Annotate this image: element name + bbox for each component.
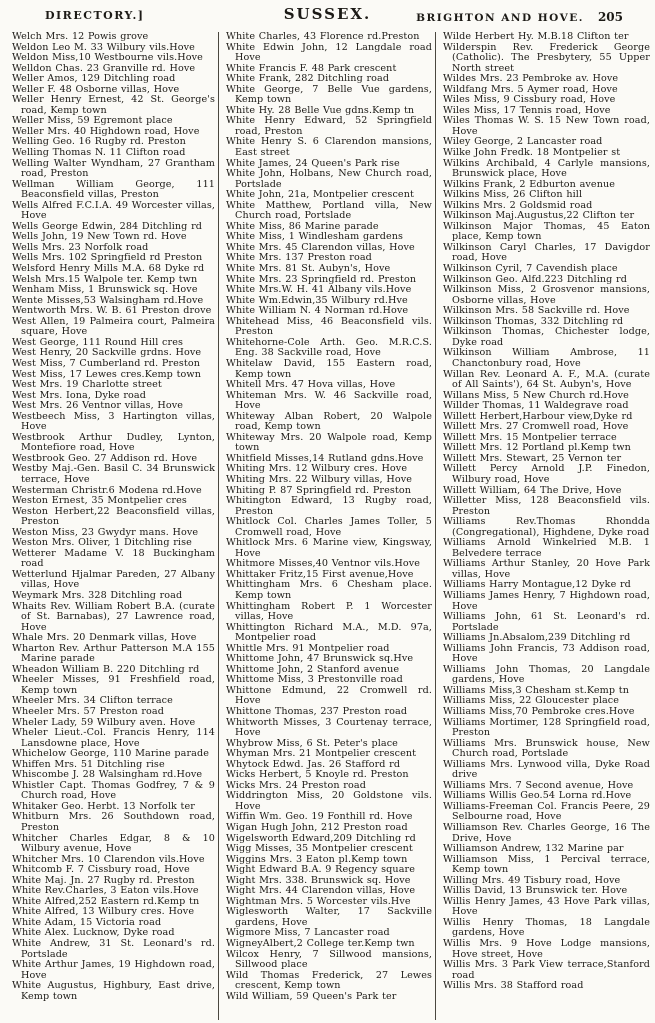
directory-entry: Whiffen Mrs. 51 Ditchling rise (12, 758, 165, 770)
directory-columns (0, 30, 655, 1020)
directory-entry: Westby Maj.-Gen. Basil C. 34 Brunswick terrace, Hove (12, 463, 215, 485)
directory-entry: White Mrs. 23 Springfield rd. Preston (226, 273, 417, 285)
directory-entry: Welling Thomas N. 11 Clifton road (12, 147, 186, 159)
directory-entry: Whitfield Misses,14 Rutland gdns.Hove (226, 452, 424, 464)
directory-entry: White Alfred,252 Eastern rd.Kemp tn (12, 895, 200, 907)
directory-entry: Wenham Miss, 1 Brunswick sq. Hove (12, 284, 198, 296)
directory-entry: Willetter Miss, 128 Beaconsfield vils. Preston (443, 495, 650, 517)
directory-entry: Weller Mrs. 40 Highdown road, Hove (12, 125, 200, 137)
directory-entry: Whitburn Mrs. 26 Southdown road, Preston (12, 811, 215, 834)
directory-entry: Wilkins Mrs. 2 Goldsmid road (443, 199, 593, 211)
directory-entry: Williams Arnold Winkelried M.B. 1 Belvedere terrace (443, 537, 650, 559)
directory-entry: White Henry S. 6 Clarendon mansions, East street (226, 136, 432, 159)
directory-entry: Willis Henry James, 43 Hove Park villas, Hove (443, 895, 650, 918)
directory-entry: Willder Thomas, 11 Waldegrave road (443, 400, 629, 412)
directory-entry: Wilkinson Maj.Augustus,22 Clifton ter (443, 210, 635, 222)
directory-entry: Welling Walter Wyndham, 27 Grantham road, Preston (12, 157, 215, 180)
directory-entry: Wilkinson Miss, 2 Grosvenor mansions, Osborne villas, Hove (443, 284, 650, 306)
directory-entry: Welldon Chas. 23 Granville rd. Hove (12, 62, 196, 74)
directory-entry: Whale Mrs. 20 Denmark villas, Hove (12, 632, 197, 644)
directory-entry: Whiteman Mrs. W. 46 Sackville road, Hove (226, 389, 432, 412)
directory-entry: Whittome John, 2 Stanford avenue (226, 663, 400, 675)
directory-column-1 (2, 32, 219, 1020)
directory-entry: Wight Mrs. 44 Clarendon villas, Hove (226, 885, 416, 897)
directory-entry: White Henry Edward, 52 Springfield road, Preston (226, 115, 432, 137)
directory-entry: Whittaker Fritz,15 First avenue,Hove (226, 568, 414, 580)
directory-entry: Whytock Edwd. Jas. 26 Stafford rd (226, 758, 401, 770)
directory-entry: Whitehorne-Cole Arth. Geo. M.R.C.S. Eng. 38 Sackville road, Hove (226, 336, 432, 359)
directory-entry: West Mrs. 26 Ventnor villas, Hove (12, 400, 184, 412)
directory-entry: Whiteway Mrs. 20 Walpole road, Kemp town (226, 431, 432, 454)
directory-entry: Williams James Henry, 7 Highdown road, Hove (443, 589, 650, 612)
directory-entry: Wiggins Mrs. 3 Eaton pl.Kemp town (226, 853, 408, 865)
directory-entry: White Rev.Charles, 3 Eaton vils.Hove (12, 885, 199, 897)
directory-entry: Wiffin Wm. Geo. 19 Fonthill rd. Hove (226, 811, 413, 823)
directory-entry: Welling Geo. 16 Rugby rd. Preston (12, 136, 186, 148)
directory-entry: Williams Arthur Stanley, 20 Hove Park villas, Hove (443, 558, 650, 580)
directory-entry: Willett Mrs. 12 Portland pl.Kemp twn (443, 442, 631, 454)
directory-entry: Wiles Miss, 9 Cissbury road, Hove (443, 94, 616, 106)
directory-entry: White Matthew, Portland villa, New Church road, Portslade (226, 199, 432, 222)
directory-entry: Wilderspin Rev. Frederick George (Catholic). The Presbytery, 55 Upper North street (443, 41, 650, 74)
directory-entry: White Mrs. 81 St. Aubyn's, Hove (226, 263, 391, 275)
directory-entry: White William N. 4 Norman rd.Hove (226, 305, 409, 317)
directory-entry: Wetterer Madame V. 18 Buckingham road (12, 547, 215, 570)
directory-entry: Wight Mrs. 338. Brunswick sq. Hove (226, 874, 411, 886)
directory-entry: White Mrs. 45 Clarendon villas, Hove (226, 241, 415, 253)
directory-entry: Weldon Miss,10 Westbourne vils.Hove (12, 52, 203, 64)
page-header (0, 0, 655, 30)
directory-entry: Wente Misses,53 Walsingham rd.Hove (12, 294, 204, 306)
directory-entry: Wheler Lady, 59 Wilbury aven. Hove (12, 716, 196, 728)
directory-entry: Williams Rev.Thomas Rhondda (Congregational), Highdene, Dyke road (443, 516, 650, 538)
directory-entry: White Edwin John, 12 Langdale road Hove (226, 41, 432, 64)
directory-entry: Wiles Miss, 17 Tennis road, Hove (443, 104, 611, 116)
directory-entry: Wheeler Mrs. 34 Clifton terrace (12, 695, 173, 707)
directory-entry: Willett Mrs. Stewart, 25 Vernon ter (443, 452, 622, 464)
directory-entry: West Miss, 17 Lewes cres.Kemp town (12, 368, 201, 380)
directory-entry: Willett Mrs. 27 Cromwell road, Hove (443, 421, 629, 433)
directory-entry: Willis Mrs. 9 Hove Lodge mansions, Hove street, Hove (443, 938, 650, 960)
directory-entry: Whistler Capt. Thomas Godfrey, 7 & 9 Church road, Hove (12, 779, 215, 802)
directory-entry: Whaits Rev. William Robert B.A. (curate of St. Barnabas), 27 Lawrence road, Hove (12, 600, 215, 633)
directory-entry: Wigan Hugh John, 212 Preston road (226, 822, 408, 834)
directory-entry: Whyman Mrs. 21 Montpelier crescent (226, 748, 417, 760)
directory-entry: Weston Ernest, 35 Montpelier cres (12, 495, 187, 507)
directory-entry: West Henry, 20 Sackville grdns. Hove (12, 347, 202, 359)
directory-entry: Willett Mrs. 15 Montpelier terrace (443, 431, 617, 443)
directory-entry: White Hy. 28 Belle Vue gdns.Kemp tn (226, 104, 415, 116)
directory-entry: Wightman Mrs. 5 Worcester vils.Hve (226, 895, 411, 907)
directory-entry: Wells John, 19 New Town rd. Hove (12, 231, 187, 243)
directory-entry: Wheadon William B. 220 Ditchling rd (12, 663, 200, 675)
directory-entry: Williams Miss,3 Chesham st.Kemp tn (443, 684, 629, 696)
directory-entry: Wentworth Mrs. W. B. 61 Preston drove (12, 305, 212, 317)
directory-entry: Willing Mrs. 49 Tisbury road, Hove (443, 874, 621, 886)
directory-entry: Williamson Rev. Charles George, 16 The Drive, Hove (443, 822, 650, 844)
directory-entry: Williams Jn.Absalom,239 Ditchling rd (443, 632, 631, 644)
directory-entry: West Mrs. 19 Charlotte street (12, 379, 162, 391)
directory-entry: Wildes Mrs. 23 Pembroke av. Hove (443, 73, 619, 85)
header-directory-label: DIRECTORY.] (45, 9, 145, 22)
directory-entry: Whitlock Col. Charles James Toller, 5 Cromwell road, Hove (226, 516, 432, 538)
directory-entry: White Alfred, 13 Wilbury cres. Hove (12, 906, 195, 918)
directory-entry: Willan Rev. Leonard A. F., M.A. (curate of All Saints'), 64 St. Aubyn's, Hove (443, 368, 650, 391)
directory-entry: West George, 111 Round Hill cres (12, 336, 183, 348)
directory-entry: Wight Edward B.A. 9 Regency square (226, 864, 415, 876)
directory-entry: Whittingham Mrs. 6 Chesham place. Kemp town (226, 579, 432, 601)
directory-entry: Willett Herbert,Harbour view,Dyke rd (443, 410, 633, 422)
directory-entry: White Wm.Edwin,35 Wilbury rd.Hve (226, 294, 408, 306)
directory-entry: Wellman William George, 111 Beaconsfield villas, Preston (12, 178, 215, 201)
directory-entry: Wilkinson Geo. Alfd.223 Ditchling rd (443, 273, 627, 285)
directory-entry: Whichelow George, 110 Marine parade (12, 748, 210, 760)
directory-entry: Wilde Herbert Hy. M.B.18 Clifton ter (443, 32, 629, 42)
directory-entry: Westbrook Arthur Dudley, Lynton, Montefiore road, Hove (12, 431, 215, 454)
directory-entry: Williams Mrs. Brunswick house, New Church road, Portslade (443, 737, 650, 760)
header-section-text: BRIGHTON AND HOVE. (416, 12, 584, 24)
directory-entry: Williams-Freeman Col. Francis Peere, 29 Selbourne road, Hove (443, 800, 650, 823)
directory-entry: Weller Amos, 129 Ditchling road (12, 73, 176, 85)
directory-entry: Whiscombe J. 28 Walsingham rd.Hove (12, 769, 203, 781)
directory-entry: Whittington Richard M.A., M.D. 97a, Montpelier road (226, 621, 432, 644)
directory-entry: Whittone Thomas, 237 Preston road (226, 706, 408, 717)
directory-entry: Wheeler Mrs. 57 Preston road (12, 706, 164, 717)
directory-entry: Williams John, 61 St. Leonard's rd. Portslade (443, 611, 650, 633)
directory-entry: Wilkinson William Ambrose, 11 Chanctonbury road, Hove (443, 347, 650, 369)
directory-entry: Whiteway Alban Robert, 20 Walpole road, Kemp town (226, 410, 432, 433)
directory-entry: Whitcher Mrs. 10 Clarendon vils.Hove (12, 853, 205, 865)
directory-entry: Whitaker Geo. Herbt. 13 Norfolk ter (12, 800, 195, 812)
directory-entry: Weldon Leo M. 33 Wilbury vils.Hove (12, 41, 195, 53)
directory-entry: Whitehead Miss, 46 Beaconsfield vils. Preston (226, 315, 432, 338)
directory-entry: Wilkinson Caryl Charles, 17 Davigdor road, Hove (443, 241, 650, 264)
directory-entry: White Andrew, 31 St. Leonard's rd. Portslade (12, 938, 215, 960)
directory-entry: Williamson Andrew, 132 Marine par (443, 843, 624, 855)
directory-entry: Williams Harry Montague,12 Dyke rd (443, 579, 631, 591)
directory-entry: Wheler Lieut.-Col. Francis Henry, 114 Lansdowne place, Hove (12, 727, 215, 749)
directory-entry: White James, 24 Queen's Park rise (226, 157, 400, 169)
directory-entry: Westerman Christr.6 Modena rd.Hove (12, 484, 202, 496)
directory-entry: Weston Herbert,22 Beaconsfield villas, Preston (12, 505, 215, 528)
directory-entry: Williams Mrs. Lynwood villa, Dyke Road drive (443, 758, 650, 781)
directory-entry: Whitlock Mrs. 6 Marine view, Kingsway, Hove (226, 537, 432, 559)
directory-entry: Wilcox Henry, 7 Sillwood mansions, Sillwood place (226, 948, 432, 971)
directory-entry: White Mrs. 137 Preston road (226, 252, 372, 264)
directory-entry: Wigelsworth Edward,209 Ditchling rd (226, 832, 416, 844)
directory-entry: Williams Mortimer, 128 Springfield road, Preston (443, 716, 650, 739)
directory-entry: Willis Mrs. 3 Park View terrace,Stanford road (443, 959, 650, 981)
directory-entry: Wilkinson Mrs. 58 Sackville rd. Hove (443, 305, 630, 317)
directory-entry: Whittome John, 47 Brunswick sq.Hve (226, 653, 414, 665)
directory-entry: Weston Mrs. Oliver, 1 Ditchling rise (12, 537, 192, 549)
directory-entry: Wilkins Miss, 26 Clifton hill (443, 189, 583, 201)
directory-entry: Wilkinson Major Thomas, 45 Eaton place, Kemp town (443, 220, 650, 243)
directory-entry: Whiting Mrs. 12 Wilbury cres. Hove (226, 463, 408, 475)
directory-entry: West Allen, 19 Palmeira court, Palmeira square, Hove (12, 315, 215, 338)
directory-entry: Weston Miss, 23 Gwydyr mans. Hove (12, 526, 199, 538)
directory-entry: Whitmore Misses,40 Ventnor vils.Hove (226, 558, 421, 570)
directory-entry: Whittone Edmund, 22 Cromwell rd. Hove (226, 684, 432, 707)
directory-entry: White Miss, 86 Marine parade (226, 220, 379, 232)
directory-entry: White John, Holbans, New Church road, Portslade (226, 168, 432, 190)
directory-entry: White Miss, 1 Windlesham gardens (226, 231, 404, 243)
directory-entry: Wells Mrs. 102 Springfield rd Preston (12, 252, 203, 264)
directory-entry: Whitell Mrs. 47 Hova villas, Hove (226, 379, 396, 391)
directory-entry: Whitworth Misses, 3 Courtenay terrace, Hove (226, 716, 432, 739)
directory-entry: Welsford Henry Mills M.A. 68 Dyke rd (12, 263, 205, 275)
directory-entry: Wharton Rev. Arthur Patterson M.A 155 Marine parade (12, 642, 215, 665)
directory-entry: White John, 21a, Montpelier crescent (226, 189, 414, 201)
directory-entry: Whiting Mrs. 22 Wilbury villas, Hove (226, 473, 413, 485)
directory-entry: Whittingham Robert P. 1 Worcester villas, Hove (226, 600, 432, 623)
directory-entry: Weller F. 48 Osborne villas, Hove (12, 83, 180, 95)
directory-entry: White George, 7 Belle Vue gardens, Kemp town (226, 83, 432, 106)
directory-entry: Williams John Thomas, 20 Langdale gardens, Hove (443, 663, 650, 686)
directory-entry: Wilkinson Thomas, 332 Ditchling rd (443, 315, 624, 327)
directory-entry: Weller Miss, 59 Egremont place (12, 115, 173, 127)
directory-entry: Wilke John Fredk. 18 Montpelier st (443, 147, 621, 159)
directory-entry: Wilkins Frank, 2 Edburton avenue (443, 178, 616, 190)
directory-entry: Whittome Miss, 3 Prestonville road (226, 674, 403, 686)
directory-entry: Williams Miss, 22 Gloucester place (443, 695, 620, 707)
directory-entry: White Arthur James, 19 Highdown road, Hove (12, 959, 215, 981)
directory-entry: Whitcomb F. 7 Cissbury road, Hove (12, 864, 190, 876)
directory-entry: Willis David, 13 Brunswick ter. Hove (443, 885, 628, 897)
directory-entry: Weller Henry Ernest, 42 St. George's road, Kemp town (12, 94, 215, 116)
directory-entry: Widdrington Miss, 20 Goldstone vils. Hove (226, 790, 432, 812)
directory-entry: Wicks Mrs. 24 Preston road (226, 779, 366, 791)
directory-entry: Wells Mrs. 23 Norfolk road (12, 241, 149, 253)
directory-entry: Whiting P. 87 Springfield rd. Preston (226, 484, 411, 496)
directory-entry: Wilkins Archibald, 4 Carlyle mansions, Brunswick place, Hove (443, 157, 650, 180)
directory-entry: Westbeech Miss, 3 Hartington villas, Hove (12, 410, 215, 433)
directory-entry: Whitelaw David, 155 Eastern road, Kemp town (226, 357, 432, 380)
directory-entry: Wells Alfred F.C.I.A. 49 Worcester villas, Hove (12, 199, 215, 222)
directory-entry: Welch Mrs. 12 Powis grove (12, 32, 149, 42)
directory-entry: White Mrs.W. H. 41 Albany vils.Hove (226, 284, 412, 296)
directory-entry: West Mrs. Iona, Dyke road (12, 389, 146, 401)
directory-entry: Williams Miss,70 Pembroke cres.Hove (443, 706, 635, 717)
directory-entry: Williams Willis Geo.54 Lorna rd.Hove (443, 790, 632, 802)
directory-entry: Weymark Mrs. 328 Ditchling road (12, 589, 183, 601)
directory-entry: Willett William, 64 The Drive, Hove (443, 484, 622, 496)
directory-entry: Wilkinson Thomas, Chichester lodge, Dyke road (443, 326, 650, 348)
directory-entry: Wiglesworth Walter, 17 Sackville gardens, Hove (226, 906, 432, 928)
directory-entry: Willis Mrs. 38 Stafford road (443, 980, 584, 992)
directory-entry: White Francis F. 48 Park crescent (226, 62, 397, 74)
header-county-title: SUSSEX. (283, 5, 372, 23)
directory-entry: Whybrow Miss, 6 St. Peter's place (226, 737, 398, 749)
directory-entry: Wicks Herbert, 5 Knoyle rd. Preston (226, 769, 409, 781)
directory-entry: Willis Henry Thomas, 18 Langdale gardens, Hove (443, 916, 650, 939)
directory-entry: White Charles, 43 Florence rd.Preston (226, 32, 420, 42)
directory-column-2 (219, 32, 436, 1020)
directory-entry: White Augustus, Highbury, East drive, Kemp town (12, 980, 215, 1002)
directory-entry: Wild Thomas Frederick, 27 Lewes crescent, Kemp town (226, 969, 432, 992)
directory-entry: Wildfang Mrs. 5 Aymer road, Hove (443, 83, 618, 95)
directory-entry: Wilkinson Cyril, 7 Cavendish place (443, 263, 618, 275)
directory-entry: West Miss, 7 Cumberland rd. Preston (12, 357, 201, 369)
directory-entry: Wiles Thomas W. S. 15 New Town road, Hove (443, 115, 650, 137)
directory-entry: Whitcher Charles Edgar, 8 & 10 Wilbury avenue, Hove (12, 832, 215, 855)
directory-entry: WigneyAlbert,2 College ter.Kemp twn (226, 938, 415, 950)
directory-entry: Willans Miss, 5 New Church rd.Hove (443, 389, 629, 401)
directory-entry: Willett Percy Arnold J.P. Finedon, Wilbury road, Hove (443, 463, 650, 485)
directory-entry: Williams Mrs. 7 Second avenue, Hove (443, 779, 634, 791)
directory-entry: Wigg Misses, 35 Montpelier crescent (226, 843, 413, 855)
directory-entry: Wild William, 59 Queen's Park ter (226, 990, 397, 1002)
directory-entry: White Alex. Lucknow, Dyke road (12, 927, 175, 939)
page-number: 205 (597, 10, 623, 24)
directory-entry: Wells George Edwin, 284 Ditchling rd (12, 220, 203, 232)
directory-column-3 (436, 32, 653, 1020)
directory-entry: Wiley George, 2 Lancaster road (443, 136, 603, 148)
directory-entry: Whitington Edward, 13 Rugby road, Preston (226, 495, 432, 517)
directory-entry: Whittle Mrs. 91 Montpelier road (226, 642, 390, 654)
directory-entry: White Maj. Jn. 27 Rugby rd. Preston (12, 874, 195, 886)
directory-entry: White Frank, 282 Ditchling road (226, 73, 390, 85)
directory-entry: Wigmore Miss, 7 Lancaster road (226, 927, 390, 939)
directory-entry: Wetterlund Hjalmar Pareden, 27 Albany villas, Hove (12, 568, 215, 591)
directory-entry: Westbrook Geo. 27 Addison rd. Hove (12, 452, 198, 464)
directory-entry: Wheeler Misses, 91 Freshfield road, Kemp town (12, 674, 215, 696)
directory-entry: Williamson Miss, 1 Percival terrace, Kemp town (443, 853, 650, 876)
directory-entry: Williams John Francis, 73 Addison road, Hove (443, 642, 650, 665)
directory-entry: Welsh Mrs.15 Walpole ter. Kemp twn (12, 273, 198, 285)
header-section-title (416, 10, 623, 24)
directory-entry: White Adam, 15 Victoria road (12, 916, 162, 928)
